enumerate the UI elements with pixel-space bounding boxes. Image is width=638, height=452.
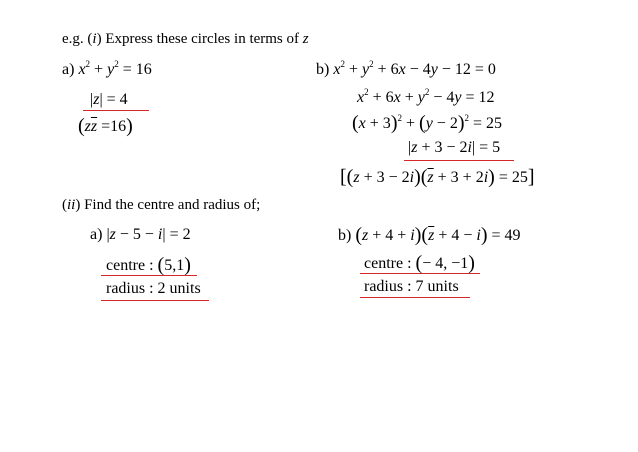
part-i-b-eq3: $(x + 3)^2 + (y - 2)^2 = 25$ xyxy=(352,112,503,134)
part-i-b-eq5: $[(z + 3 - 2i)(\overline{z} + 3 + 2i) = 25]$ xyxy=(340,166,535,188)
part-ii-a-radius: radius : 2 units xyxy=(106,280,201,297)
part-ii-b-expr: b) $(z + 4 + i)(\overline{z} + 4 - i) = 49$ xyxy=(338,224,521,246)
part-ii-a-expr: a) |z − 5 − i| = 2 xyxy=(90,226,191,243)
part-i-b-eq4: |z + 3 − 2i| = 5 xyxy=(408,139,501,156)
underline xyxy=(404,160,514,161)
part-i-a-eq1: a) $x^2 + y^2 = 16$ xyxy=(62,59,152,78)
part-i-a-eq2: |z| = 4 xyxy=(90,91,128,108)
part-i-a-eq3: $(z\overline{z} =16)$ xyxy=(78,115,133,137)
underline xyxy=(360,273,480,274)
part-i-heading: e.g. (i) Express these circles in terms of z xyxy=(62,31,309,47)
part-ii-b-radius: radius : 7 units xyxy=(364,278,459,295)
underline xyxy=(360,297,470,298)
part-ii-b-centre: centre : (− 4, −1) xyxy=(364,252,475,274)
underline xyxy=(101,300,209,301)
part-ii-a-centre: centre : (5,1) xyxy=(106,254,191,276)
part-i-b-eq1: b) $x^2 + y^2 + 6x - 4y - 12 = 0$ xyxy=(316,59,496,78)
part-ii-heading: (ii) Find the centre and radius of; xyxy=(62,197,261,213)
underline xyxy=(101,275,197,276)
part-i-b-eq2: $x^2 + 6x + y^2 - 4y = 12$ xyxy=(357,87,495,106)
underline xyxy=(83,110,149,111)
